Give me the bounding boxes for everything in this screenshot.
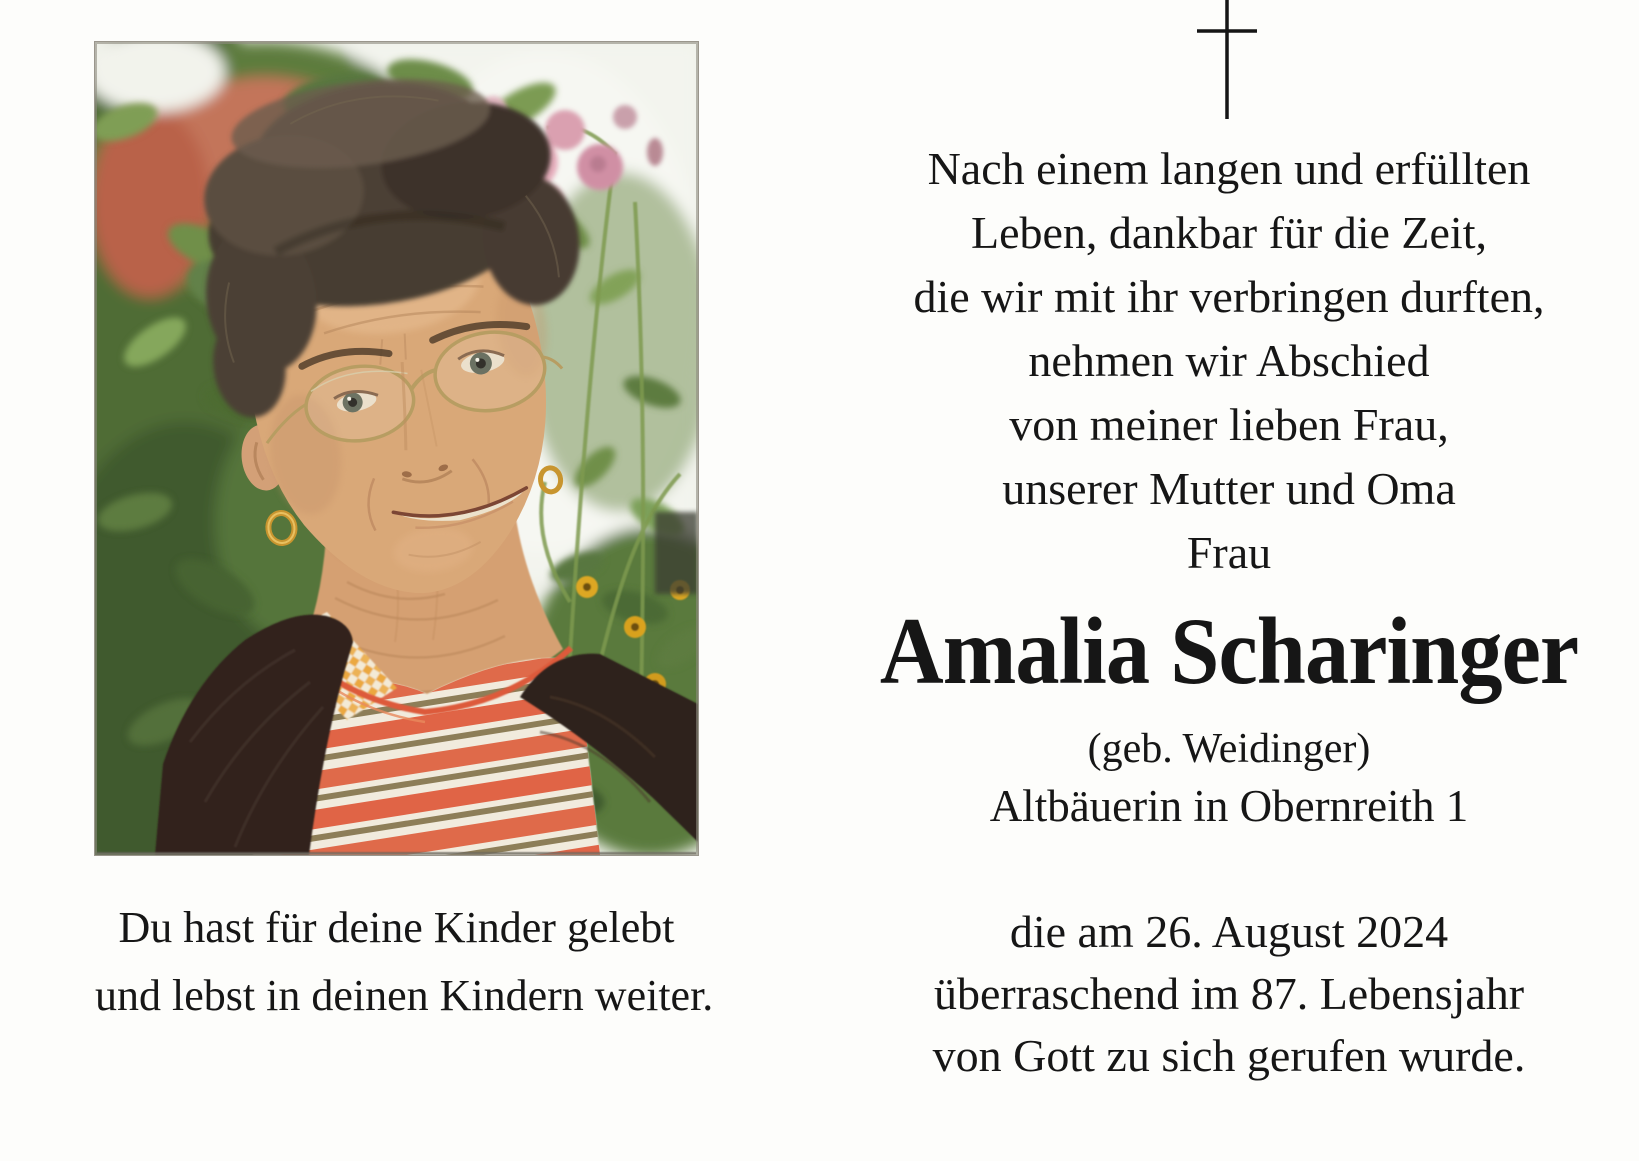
death-line: die am 26. August 2024 — [1009, 906, 1449, 957]
death-notice — [819, 901, 1639, 1087]
obituary-intro — [819, 137, 1639, 585]
cross-icon — [1195, 0, 1259, 122]
intro-line: Nach einem langen und erfüllten — [927, 143, 1531, 194]
intro-line: die wir mit ihr verbringen durften, — [913, 271, 1545, 322]
death-line: überraschend im 87. Lebensjahr — [933, 968, 1525, 1019]
birth-name: (geb. Weidinger) — [1087, 726, 1371, 772]
residence-line: Altbäuerin in Obernreith 1 — [989, 781, 1469, 831]
intro-line: Leben, dankbar für die Zeit, — [971, 207, 1487, 258]
epitaph-line: Du hast für deine Kinder gelebt — [118, 903, 675, 952]
intro-line: nehmen wir Abschied — [1028, 335, 1430, 386]
intro-line: unserer Mutter und Oma — [1002, 463, 1456, 514]
epitaph — [95, 894, 714, 1030]
portrait-photo — [95, 42, 698, 855]
intro-line: Frau — [1186, 527, 1272, 578]
intro-line: von meiner lieben Frau, — [1009, 399, 1449, 450]
epitaph-line: und lebst in deinen Kindern weiter. — [95, 971, 714, 1020]
deceased-name: Amalia Scharinger — [879, 598, 1579, 704]
death-line: von Gott zu sich gerufen wurde. — [932, 1030, 1526, 1081]
